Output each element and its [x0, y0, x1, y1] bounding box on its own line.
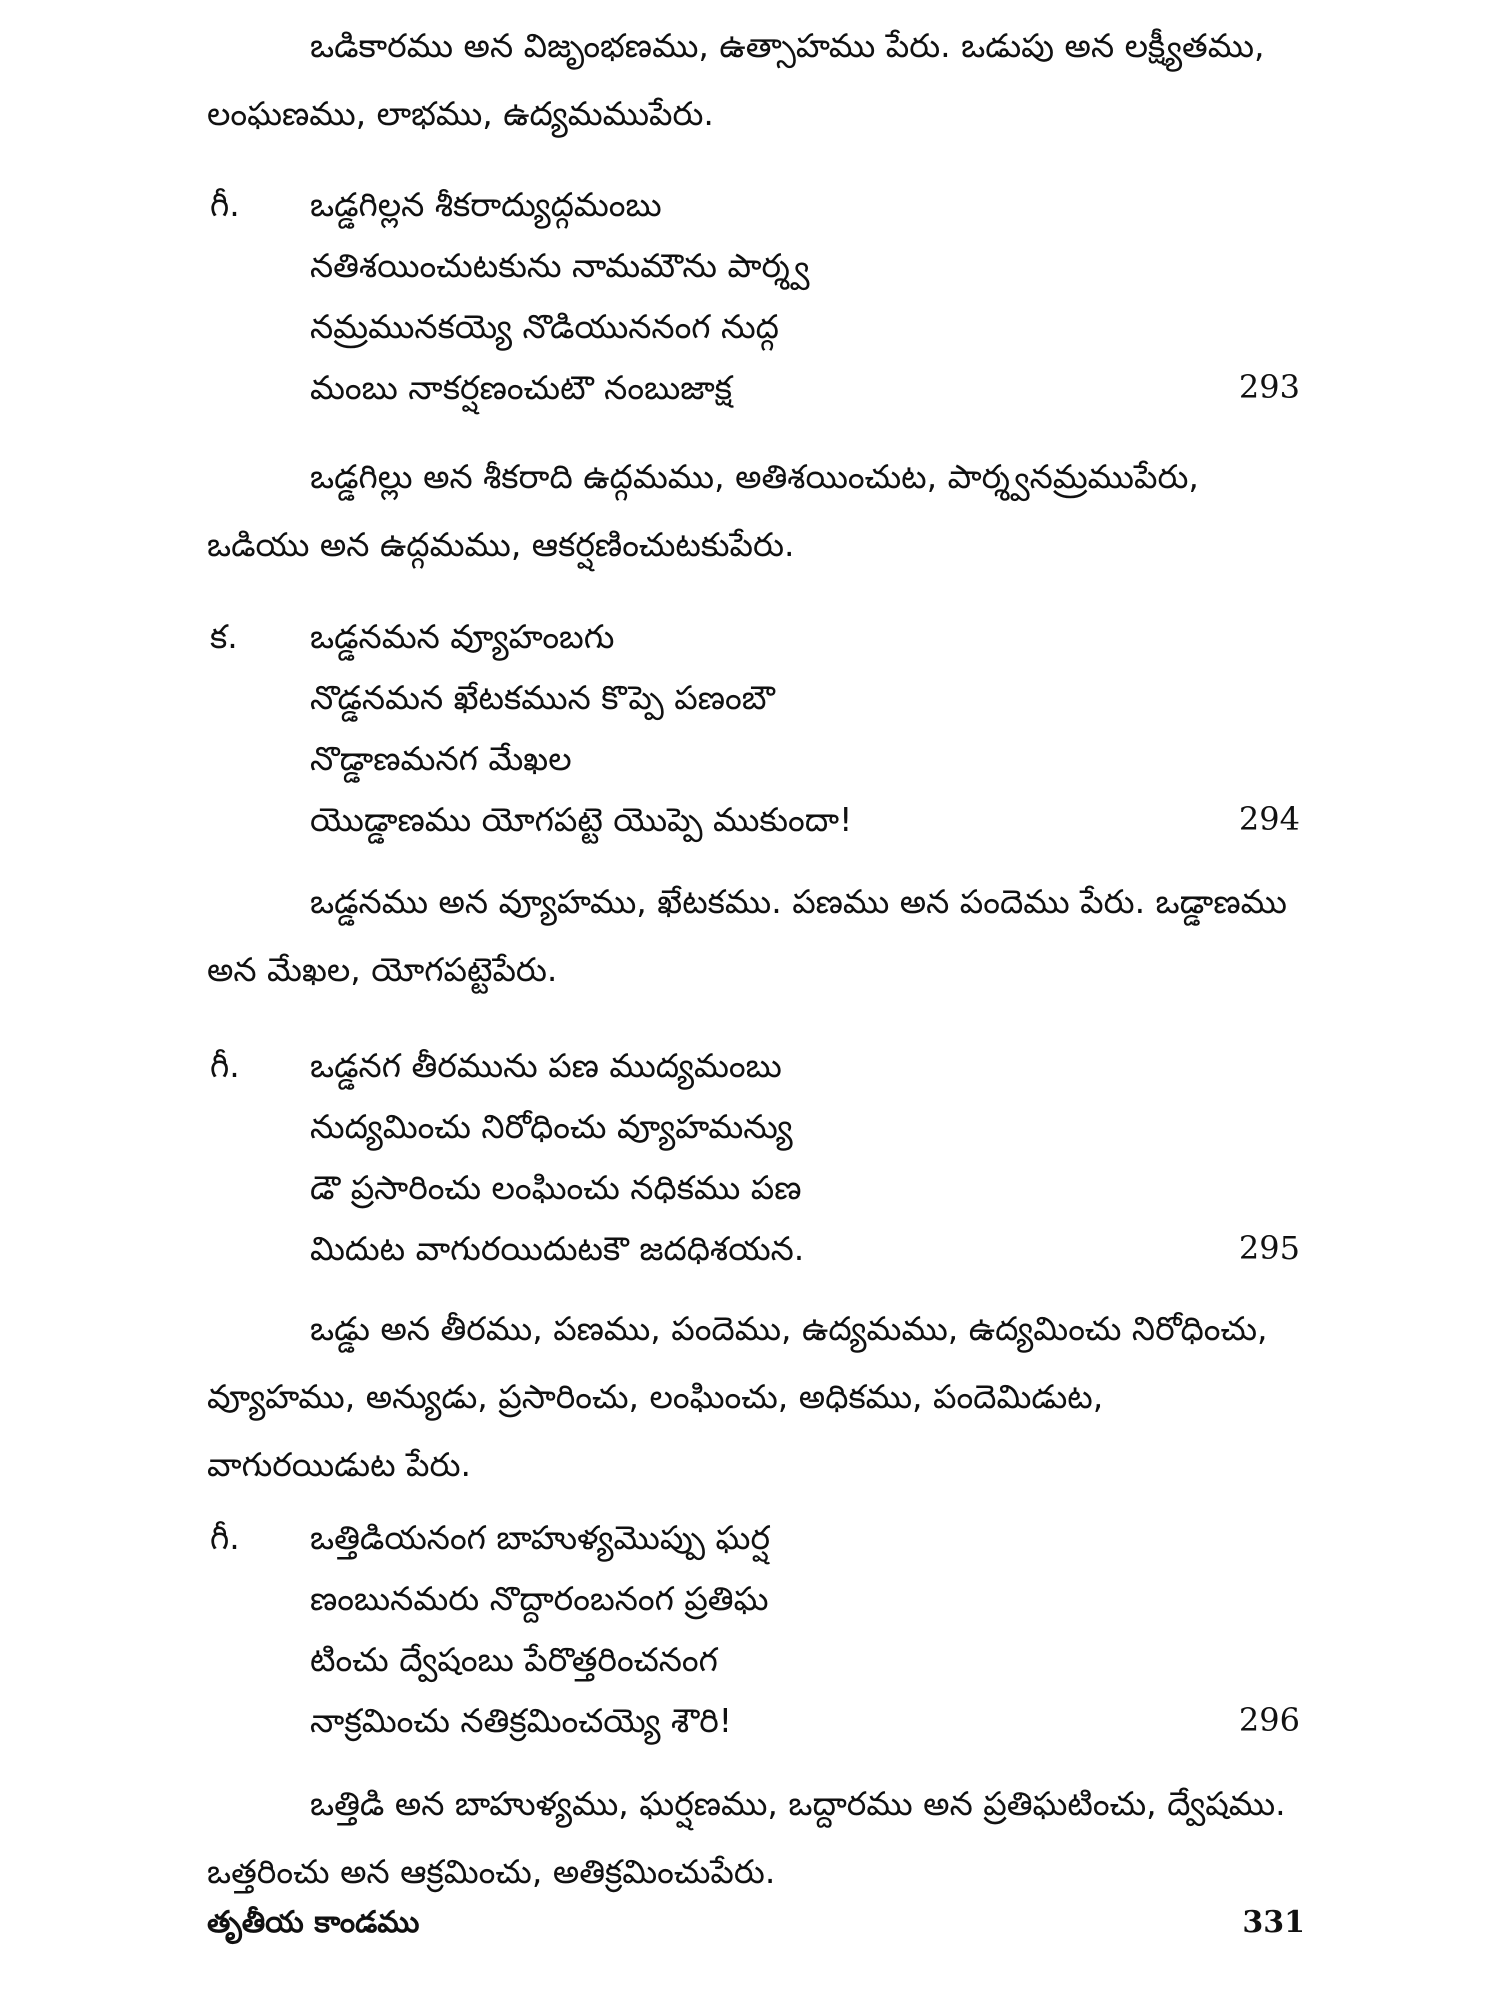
- paragraph-line: ఒత్తిడి అన బాహుళ్యము, ఘర్షణము, ఒద్దారము అన ప్రతిఘటించు, ద్వేషము.: [310, 1784, 1286, 1823]
- paragraph-line: ఒడ్డగిల్లు అన శీకరాది ఉద్గమము, అతిశయించుట, పార్శ్వనమ్రముపేరు,: [310, 457, 1199, 496]
- paragraph-line: ఒత్తరించు అన ఆక్రమించు, అతిక్రమించుపేరు.: [207, 1852, 776, 1891]
- verse-line: ణంబునమరు నొద్దారంబనంగ ప్రతిఘ: [310, 1579, 769, 1618]
- verse-meter-label: క.: [210, 617, 238, 656]
- paragraph-line: ఒడికారము అన విజృంభణము, ఉత్సాహము పేరు. ఒడుపు అన లక్ష్యీతము,: [310, 26, 1265, 65]
- paragraph-5: [0, 1770, 1500, 1906]
- verse-293: [0, 174, 1500, 418]
- verse-line: టించు ద్వేషంబు పేరొత్తరించనంగ: [310, 1640, 718, 1679]
- verse-line: నుద్యమించు నిరోధించు వ్యూహమన్యు: [310, 1107, 793, 1146]
- verse-line: నమ్రమునకయ్యె నొడియుననంగ నుద్గ: [310, 307, 779, 346]
- verse-number: 294: [1238, 800, 1300, 838]
- verse-line: ఒడ్డనగ తీరమును పణ ముద్యమంబు: [310, 1046, 782, 1085]
- paragraph-line: లంఘణము, లాభము, ఉద్యమముపేరు.: [207, 94, 714, 133]
- verse-meter-label: గీ.: [210, 185, 240, 224]
- verse-meter-label: గీ.: [210, 1518, 240, 1557]
- verse-number: 296: [1238, 1701, 1300, 1739]
- verse-line: నాక్రమించు నతిక్రమించయ్యె శౌరి!: [310, 1701, 732, 1740]
- verse-line: యొడ్డాణము యోగపట్టె యొప్పె ముకుందా!: [310, 800, 853, 839]
- verse-line: నొడ్డనమన ఖేటకమున కొప్పె పణంబౌ: [310, 678, 775, 717]
- verse-295: [0, 1035, 1500, 1279]
- paragraph-line: ఒడ్డు అన తీరము, పణము, పందెము, ఉద్యమము, ఉద్యమించు నిరోధించు,: [310, 1309, 1268, 1348]
- verse-line: మిదుట వాగురయిదుటకౌ జదధిశయన.: [310, 1229, 805, 1268]
- paragraph-line: ఒడియు అన ఉద్గమము, ఆకర్షణించుటకుపేరు.: [207, 525, 795, 564]
- verse-line: ఒత్తిడియనంగ బాహుళ్యమొప్పు ఘర్ష: [310, 1518, 771, 1557]
- verse-line: నతిశయించుటకును నామమౌను పార్శ్వ: [310, 246, 810, 285]
- verse-line: డౌ ప్రసారించు లంఘించు నధికము పణ: [310, 1168, 802, 1207]
- paragraph-4: [0, 1295, 1500, 1499]
- verse-296: [0, 1507, 1500, 1751]
- paragraph-3: [0, 868, 1500, 1004]
- verse-line: మంబు నాకర్షణంచుటౌ నంబుజాక్ష: [310, 368, 732, 407]
- verse-line: నొడ్డాణమనగ మేఖల: [310, 739, 572, 778]
- verse-meter-label: గీ.: [210, 1046, 240, 1085]
- paragraph-2: [0, 443, 1500, 579]
- page-footer: [207, 1905, 1305, 1955]
- paragraph-1: [0, 12, 1500, 148]
- paragraph-line: అన మేఖల, యోగపట్టెపేరు.: [207, 950, 558, 989]
- paragraph-line: వ్యూహము, అన్యుడు, ప్రసారించు, లంఘించు, అధికము, పందెమిడుట,: [207, 1377, 1104, 1416]
- verse-line: ఒడ్డనమన వ్యూహంబగు: [310, 617, 615, 656]
- page-number: 331: [1242, 1905, 1305, 1940]
- section-title: తృతీయ కాండము: [207, 1905, 420, 1940]
- verse-line: ఒడ్డగిల్లన శీకరాద్యుద్గమంబు: [310, 185, 662, 224]
- paragraph-line: ఒడ్డనము అన వ్యూహము, ఖేటకము. పణము అన పందెము పేరు. ఒడ్డాణము: [310, 882, 1287, 921]
- verse-number: 295: [1238, 1229, 1300, 1267]
- verse-number: 293: [1238, 368, 1300, 406]
- paragraph-line: వాగురయిడుట పేరు.: [207, 1445, 471, 1484]
- verse-294: [0, 606, 1500, 850]
